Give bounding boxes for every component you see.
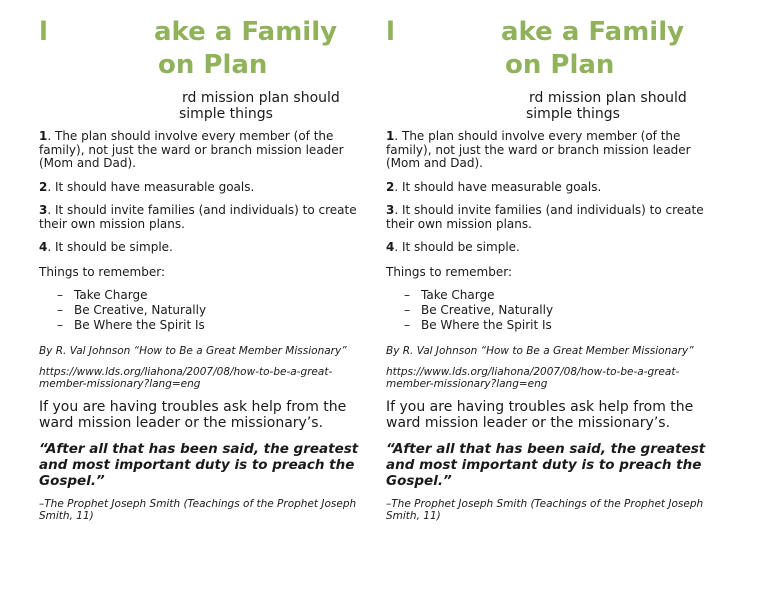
right-column <box>386 14 706 522</box>
left-column <box>39 14 359 522</box>
point-2: 2. It should have measurable goals. <box>39 179 255 194</box>
remember-list <box>386 288 706 333</box>
title-initial: l <box>386 17 395 47</box>
help-text: If you are having troubles ask help from the ward mission leader or the missionary’s. <box>39 398 347 431</box>
title-line-2: on Plan <box>158 50 268 80</box>
list-item: – Be Where the Spirit Is <box>404 317 552 332</box>
point-2: 2. It should have measurable goals. <box>386 179 602 194</box>
remember-list <box>39 288 359 333</box>
point-3: 3. It should invite families (and individuals) to create their own mission plans. <box>39 203 357 231</box>
list-item: – Be Where the Spirit Is <box>57 317 205 332</box>
title <box>39 14 359 84</box>
point-4: 4. It should be simple. <box>386 240 520 254</box>
source-url: https://www.lds.org/liahona/2007/08/how-to-be-a-great-member-missionary?lang=eng <box>386 365 680 390</box>
remember-heading: Things to remember: <box>386 264 512 279</box>
list-item: – Take Charge <box>404 287 495 302</box>
intro-line-2: simple things <box>179 106 273 122</box>
title-line-1: ake a Family <box>154 17 338 47</box>
title-line-1: ake a Family <box>501 17 685 47</box>
remember-heading: Things to remember: <box>39 264 165 279</box>
credit: By R. Val Johnson “How to Be a Great Member Missionary” <box>386 344 694 357</box>
help-text: If you are having troubles ask help from the ward mission leader or the missionary’s. <box>386 398 694 431</box>
quote: “After all that has been said, the greatest and most important duty is to preach the Gospel.” <box>39 440 359 489</box>
point-1: 1. The plan should involve every member (of the family), not just the ward or branch mission leader (Mom and Dad). <box>386 129 691 170</box>
list-item: – Take Charge <box>57 287 148 302</box>
intro-text <box>386 90 706 128</box>
title-line-2: on Plan <box>505 50 615 80</box>
credit: By R. Val Johnson “How to Be a Great Member Missionary” <box>39 344 347 357</box>
intro-text <box>39 90 359 128</box>
title-initial: l <box>39 17 48 47</box>
intro-line-1: rd mission plan should <box>529 90 687 106</box>
title <box>386 14 706 84</box>
point-4: 4. It should be simple. <box>39 240 173 254</box>
point-1: 1. The plan should involve every member (of the family), not just the ward or branch mission leader (Mom and Dad). <box>39 129 344 170</box>
source-url: https://www.lds.org/liahona/2007/08/how-to-be-a-great-member-missionary?lang=eng <box>39 365 333 390</box>
quote-attribution: –The Prophet Joseph Smith (Teachings of the Prophet Joseph Smith, 11) <box>386 497 704 522</box>
quote: “After all that has been said, the greatest and most important duty is to preach the Gospel.” <box>386 440 706 489</box>
intro-line-2: simple things <box>526 106 620 122</box>
point-3: 3. It should invite families (and individuals) to create their own mission plans. <box>386 203 704 231</box>
quote-attribution: –The Prophet Joseph Smith (Teachings of the Prophet Joseph Smith, 11) <box>39 497 357 522</box>
list-item: – Be Creative, Naturally <box>57 302 207 317</box>
intro-line-1: rd mission plan should <box>182 90 340 106</box>
list-item: – Be Creative, Naturally <box>404 302 554 317</box>
